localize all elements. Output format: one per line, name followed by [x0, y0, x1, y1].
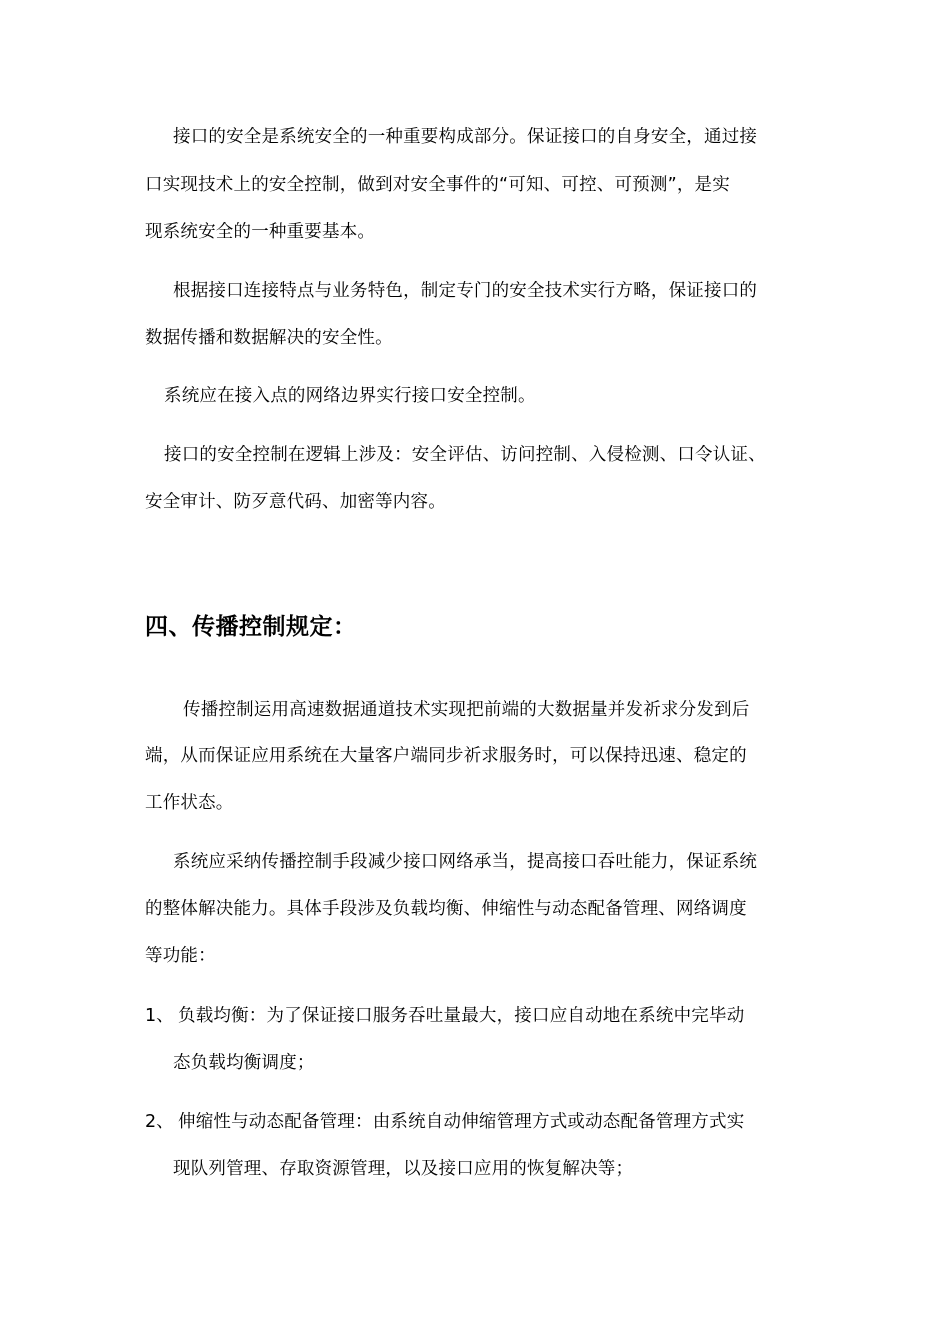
text-line: 伸缩性与动态配备管理：由系统自动伸缩管理方式或动态配备管理方式实 [178, 1112, 745, 1132]
text-line: 数据传播和数据解决的安全性。 [145, 328, 393, 348]
text-line: 负载均衡：为了保证接口服务吞吐量最大，接口应自动地在系统中完毕动 [178, 1006, 745, 1026]
text-line: 接口的安全控制在逻辑上涉及：安全评估、访问控制、入侵检测、口令认证、 [164, 445, 766, 465]
text-line: 等功能： [145, 946, 216, 966]
text-line: 的整体解决能力。具体手段涉及负载均衡、伸缩性与动态配备管理、网络调度 [145, 899, 747, 919]
text-line: 系统应采纳传播控制手段减少接口网络承当，提高接口吞吐能力，保证系统 [173, 852, 758, 872]
list-item-number: 1、 [145, 1006, 174, 1026]
text-line: 现队列管理、存取资源管理，以及接口应用的恢复解决等； [173, 1159, 634, 1179]
text-line: 现系统安全的一种重要基本。 [145, 222, 376, 242]
text-line: 口实现技术上的安全控制，做到对安全事件的“可知、可控、可预测”，是实 [145, 175, 730, 195]
text-line: 根据接口连接特点与业务特色，制定专门的安全技术实行方略，保证接口的 [173, 281, 758, 301]
section-heading: 四、传播控制规定： [145, 614, 357, 640]
text-line: 传播控制运用高速数据通道技术实现把前端的大数据量并发祈求分发到后 [183, 700, 750, 720]
text-line: 安全审计、防歹意代码、加密等内容。 [145, 492, 446, 512]
text-line: 工作状态。 [145, 793, 234, 813]
text-line: 接口的安全是系统安全的一种重要构成部分。保证接口的自身安全，通过接 [173, 127, 758, 147]
text-line: 系统应在接入点的网络边界实行接口安全控制。 [164, 386, 536, 406]
text-line: 态负载均衡调度； [173, 1053, 315, 1073]
list-item-number: 2、 [145, 1112, 174, 1132]
text-line: 端，从而保证应用系统在大量客户端同步祈求服务时，可以保持迅速、稳定的 [145, 746, 747, 766]
